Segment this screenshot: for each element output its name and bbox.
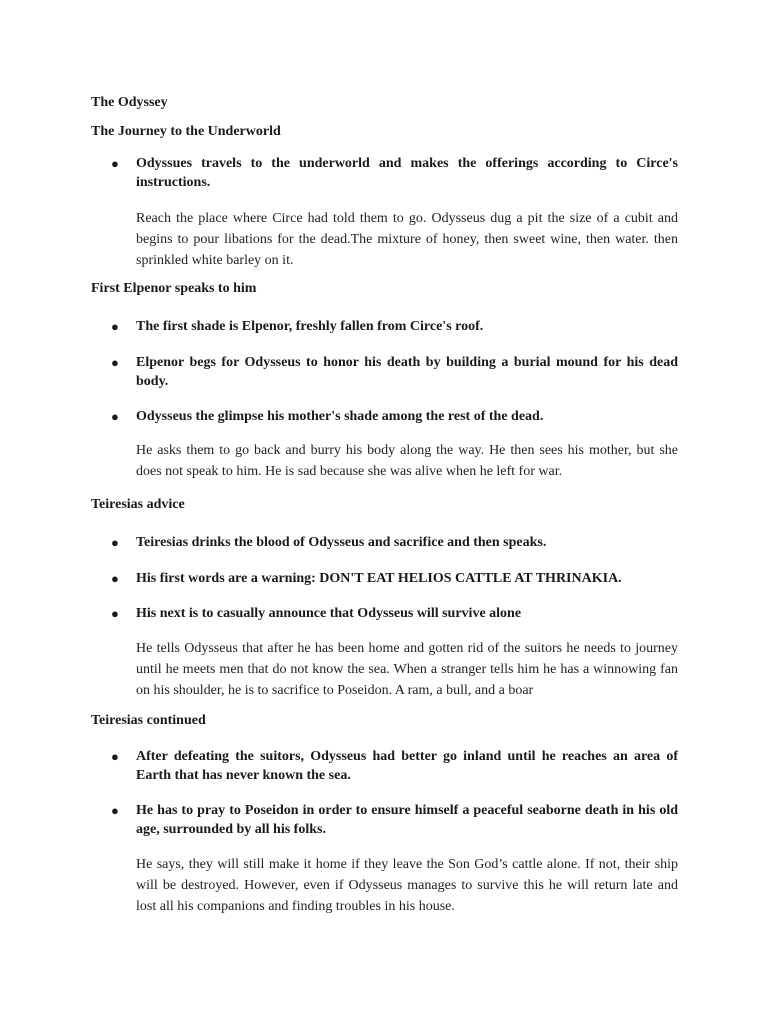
bullet-text: His first words are a warning: DON'T EAT HELIOS CATTLE AT THRINAKIA. — [136, 571, 622, 586]
bullet-icon: ● — [111, 319, 119, 334]
bullet-icon: ● — [111, 156, 119, 171]
section-paragraph: Reach the place where Circe had told them to go. Odysseus dug a pit the size of a cubit and begins to pour libations for the dead.The mixture of honey, then sweet wine, then water. then sprinkled white barley on it. — [136, 211, 678, 268]
section-heading: First Elpenor speaks to him — [91, 281, 257, 296]
bullet-text: He has to pray to Poseidon in order to ensure himself a peaceful seaborne death in his old age, surrounded by all his folks. — [136, 803, 678, 837]
bullet-text: His next is to casually announce that Odysseus will survive alone — [136, 606, 522, 621]
bullet-item — [111, 801, 678, 839]
bullet-item — [111, 747, 678, 785]
bullet-icon: ● — [111, 355, 119, 370]
bullet-icon: ● — [111, 749, 119, 764]
bullet-text: After defeating the suitors, Odysseus had better go inland until he reaches an area of Earth that has never known the sea. — [136, 749, 678, 783]
bullet-icon: ● — [111, 571, 119, 586]
bullet-text: Odysseus the glimpse his mother's shade among the rest of the dead. — [136, 409, 544, 424]
section-paragraph: He says, they will still make it home if they leave the Son God’s cattle alone. If not, their ship will be destroyed. However, even if Odysseus manages to survive this he will return late and lost all his companions and finding troubles in his house. — [136, 857, 678, 914]
bullet-item — [111, 317, 678, 336]
bullet-icon: ● — [111, 409, 119, 424]
bullet-item — [111, 353, 678, 391]
bullet-text: The first shade is Elpenor, freshly fallen from Circe's roof. — [136, 319, 484, 334]
bullet-text: Elpenor begs for Odysseus to honor his death by building a burial mound for his dead body. — [136, 355, 678, 389]
section-heading: Teiresias advice — [91, 497, 185, 512]
bullet-icon: ● — [111, 535, 119, 550]
bullet-icon: ● — [111, 606, 119, 621]
section-heading: The Journey to the Underworld — [91, 124, 281, 139]
bullet-item — [111, 569, 678, 588]
section-paragraph: He asks them to go back and burry his body along the way. He then sees his mother, but she does not speak to him. He is sad because she was alive when he left for war. — [136, 443, 678, 479]
bullet-item — [111, 407, 678, 426]
section-paragraph: He tells Odysseus that after he has been home and gotten rid of the suitors he needs to journey until he meets men that do not know the sea. When a stranger tells him he has a winnowing fan on his shoulder, he is to sacrifice to Poseidon. A ram, a bull, and a boar — [136, 641, 678, 698]
bullet-text: Odyssues travels to the underworld and makes the offerings according to Circe's instructions. — [136, 156, 678, 190]
bullet-item — [111, 533, 678, 552]
bullet-icon: ● — [111, 803, 119, 818]
bullet-item — [111, 604, 678, 623]
document-title: The Odyssey — [91, 95, 168, 110]
section-heading: Teiresias continued — [91, 713, 206, 728]
bullet-item — [111, 154, 678, 192]
bullet-text: Teiresias drinks the blood of Odysseus and sacrifice and then speaks. — [136, 535, 547, 550]
